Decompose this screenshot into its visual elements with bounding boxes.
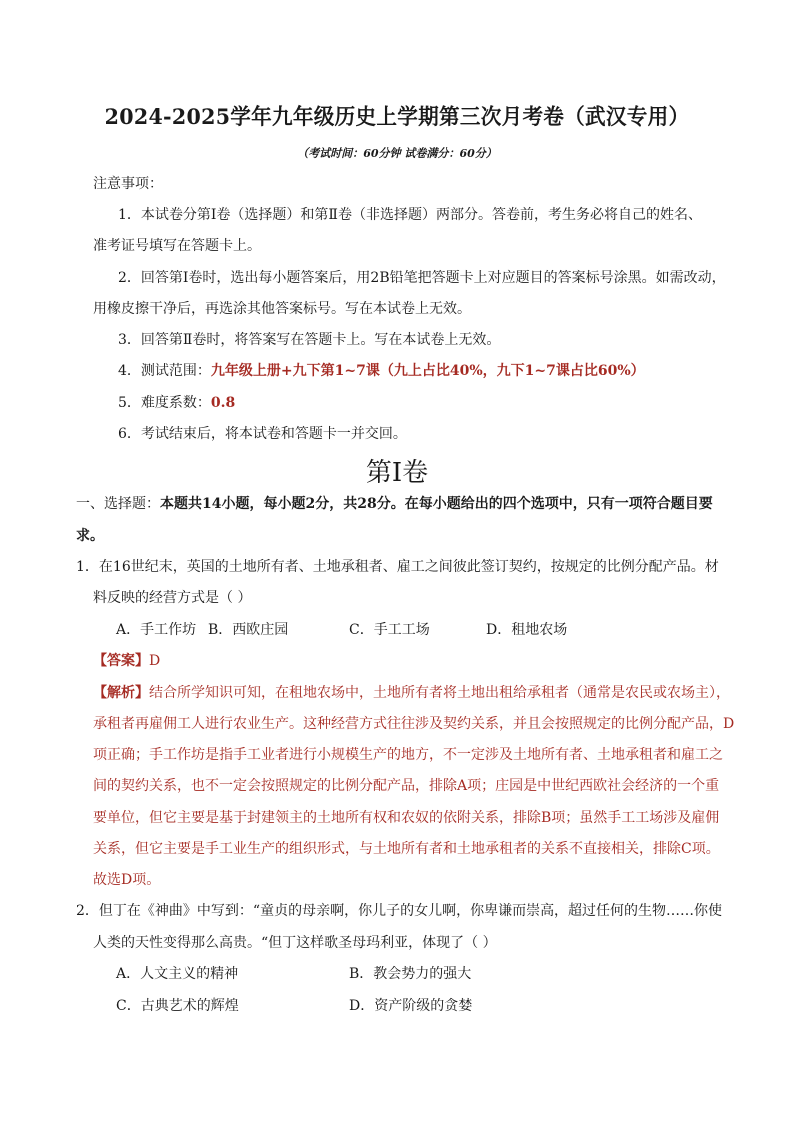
q1-option-a: A．手工作坊 bbox=[116, 622, 197, 638]
notice-item-4-prefix: 4．测试范围： bbox=[118, 363, 211, 379]
section-instruction-lead: 一、选择题： bbox=[76, 496, 160, 512]
section-heading: 第Ⅰ卷 bbox=[365, 458, 429, 488]
q1-analysis-line-6: 关系，但它主要是手工业生产的组织形式，与土地所有者和土地承租者的关系不直接相关，排除C项。 bbox=[93, 841, 720, 857]
q1-analysis-line-3: 项正确；手工作坊是指手工业者进行小规模生产的地方，不一定涉及土地所有者、土地承租者和雇工之 bbox=[93, 747, 723, 763]
difficulty-value: 0.8 bbox=[210, 395, 236, 411]
q2-option-d: D．资产阶级的贪婪 bbox=[349, 998, 473, 1014]
notice-item-2-line-2: 用橡皮擦干净后，再选涂其他答案标号。写在本试卷上无效。 bbox=[93, 301, 471, 317]
q1-analysis-line-5: 要单位，但它主要是基于封建领主的土地所有权和农奴的依附关系，排除B项；虽然手工工场涉及雇佣 bbox=[93, 810, 720, 826]
test-range-value: 九年级上册+九下第1~7课（九上占比40%，九下1~7课占比60%） bbox=[210, 363, 645, 379]
notice-item-5 bbox=[118, 393, 235, 413]
q1-analysis-text: 结合所学知识可知，在租地农场中，土地所有者将土地出租给承租者（通常是农民或农场主）， bbox=[149, 685, 730, 701]
q2-option-b: B．教会势力的强大 bbox=[349, 966, 472, 982]
notice-item-6: 6．考试结束后，将本试卷和答题卡一并交回。 bbox=[118, 426, 407, 442]
exam-subtitle: （考试时间：60分钟 试卷满分：60分） bbox=[297, 146, 497, 160]
notice-item-1-line-2: 准考证号填写在答题卡上。 bbox=[93, 238, 261, 254]
section-instruction-text: 本题共14小题，每小题2分，共28分。在每小题给出的四个选项中，只有一项符合题目要 bbox=[160, 496, 713, 512]
q1-stem-line-2: 料反映的经营方式是（ ） bbox=[93, 590, 252, 606]
q2-stem-line-2: 人类的天性变得那么高贵。“但丁这样歌圣母玛利亚，体现了（ ） bbox=[93, 935, 497, 951]
q1-analysis-line-1 bbox=[93, 683, 730, 703]
q2-option-a: A．人文主义的精神 bbox=[116, 966, 239, 982]
q1-answer bbox=[93, 651, 160, 671]
q2-option-c: C．古典艺术的辉煌 bbox=[116, 998, 239, 1014]
q1-analysis-line-2: 承租者再雇佣工人进行农业生产。这种经营方式往往涉及契约关系，并且会按照规定的比例分配产品，D bbox=[93, 716, 735, 732]
q1-analysis-label: 【解析】 bbox=[93, 685, 149, 701]
q1-stem-line-1: 1．在16世纪末，英国的土地所有者、土地承租者、雇工之间彼此签订契约，按规定的比例分配产品。材 bbox=[76, 559, 719, 575]
section-instruction-line-1 bbox=[76, 494, 713, 514]
notice-heading: 注意事项： bbox=[93, 176, 163, 192]
q1-option-d: D．租地农场 bbox=[486, 622, 568, 638]
notice-item-3: 3．回答第Ⅱ卷时，将答案写在答题卡上。写在本试卷上无效。 bbox=[118, 332, 501, 348]
notice-item-5-prefix: 5．难度系数： bbox=[118, 395, 211, 411]
notice-item-2-line-1: 2．回答第Ⅰ卷时，选出每小题答案后，用2B铅笔把答题卡上对应题目的答案标号涂黑。如需改动， bbox=[118, 270, 726, 286]
q1-option-b: B．西欧庄园 bbox=[208, 622, 289, 638]
q1-analysis-line-4: 间的契约关系，也不一定会按照规定的比例分配产品，排除A项；庄园是中世纪西欧社会经济的一个重 bbox=[93, 778, 720, 794]
q1-answer-label: 【答案】 bbox=[93, 653, 149, 669]
exam-title: 2024-2025学年九年级历史上学期第三次月考卷（武汉专用） bbox=[104, 105, 690, 130]
q1-analysis-line-7: 故选D项。 bbox=[93, 872, 161, 888]
q1-option-c: C．手工工场 bbox=[349, 622, 430, 638]
section-instruction-line-2: 求。 bbox=[76, 528, 104, 544]
notice-item-4 bbox=[118, 361, 645, 381]
q2-stem-line-1: 2．但丁在《神曲》中写到：“童贞的母亲啊，你儿子的女儿啊，你卑谦而崇高，超过任何的生物……你使 bbox=[76, 903, 723, 919]
notice-item-1-line-1: 1．本试卷分第Ⅰ卷（选择题）和第Ⅱ卷（非选择题）两部分。答卷前，考生务必将自己的姓名、 bbox=[118, 207, 702, 223]
q1-answer-value: D bbox=[149, 653, 161, 669]
